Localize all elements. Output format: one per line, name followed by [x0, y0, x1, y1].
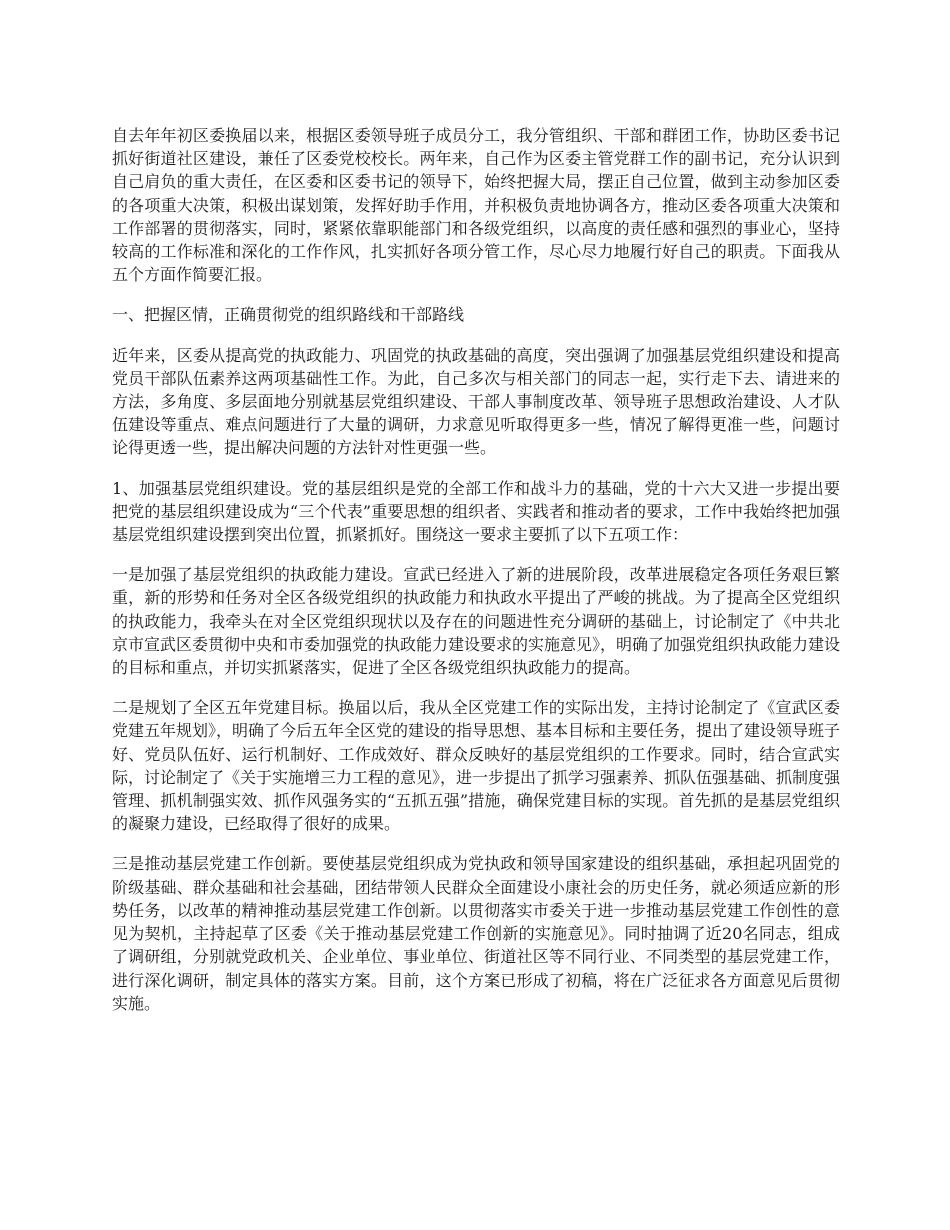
- section-heading: 一、把握区情，正确贯彻党的组织路线和干部路线: [112, 305, 465, 325]
- item-one-paragraph: 一是加强了基层党组织的执政能力建设。宣武已经进入了新的进展阶段，改革进展稳定各项任务艰巨繁重，新的形势和任务对全区各级党组织的执政能力和执政水平提出了严峻的挑战。为了提高全区党组织的执政能力，我牵头在对全区党组织现状以及存在的问题进性充分调研的基础上，讨论制定了《中共北京市宣武区委贯彻中央和市委加强党的执政能力建设要求的实施意见》，明确了加强党组织执政能力建设的目标和重点，并切实抓紧落实，促进了全区各级党组织执政能力的提高。: [112, 565, 841, 678]
- intro-paragraph: 自去年年初区委换届以来，根据区委领导班子成员分工，我分管组织、干部和群团工作，协助区委书记抓好街道社区建设，兼任了区委党校校长。两年来，自己作为区委主管党群工作的副书记，充分认识到自己肩负的重大责任，在区委和区委书记的领导下，始终把握大局，摆正自己位置，做到主动参加区委的各项重大决策，积极出谋划策，发挥好助手作用，并积极负责地协调各方，推动区委各项重大决策和工作部署的贯彻落实，同时，紧紧依靠职能部门和各级党组织，以高度的责任感和强烈的事业心，坚持较高的工作标准和深化的工作作风，扎实抓好各项分管工作，尽心尽力地履行好自己的职责。下面我从五个方面作简要汇报。: [112, 126, 840, 285]
- subsection-paragraph: 1、加强基层党组织建设。党的基层组织是党的全部工作和战斗力的基础，党的十六大又进一步提出要把党的基层组织建设成为“三个代表”重要思想的组织者、实践者和推动者的要求，工作中我始终把加强基层党组织建设摆到突出位置，抓紧抓好。围绕这一要求主要抓了以下五项工作：: [112, 478, 840, 545]
- section-intro-paragraph: 近年来，区委从提高党的执政能力、巩固党的执政基础的高度，突出强调了加强基层党组织建设和提高党员干部队伍素养这两项基础性工作。为此，自己多次与相关部门的同志一起，实行走下去、请进来的方法，多角度、多层面地分别就基层党组织建设、干部人事制度改革、领导班子思想政治建设、人才队伍建设等重点、难点问题进行了大量的调研，力求意见听取得更多一些，情况了解得更准一些，问题讨论得更透一些，提出解决问题的方法针对性更强一些。: [112, 345, 840, 458]
- document-body: [112, 124, 840, 1032]
- item-three-paragraph: 三是推动基层党建工作创新。要使基层党组织成为党执政和领导国家建设的组织基础，承担起巩固党的阶级基础、群众基础和社会基础，团结带领人民群众全面建设小康社会的历史任务，就必须适应新的形势任务，以改革的精神推动基层党建工作创新。以贯彻落实市委关于进一步推动基层党建工作创性的意见为契机，主持起草了区委《关于推动基层党建工作创新的实施意见》。同时抽调了近20名同志，组成了调研组，分别就党政机关、企业单位、事业单位、街道社区等不同行业、不同类型的基层党建工作，进行深化调研，制定具体的落实方案。目前，这个方案已形成了初稿，将在广泛征求各方面意见后贯彻实施。: [112, 854, 840, 1013]
- item-two-paragraph: 二是规划了全区五年党建目标。换届以后，我从全区党建工作的实际出发，主持讨论制定了《宣武区委党建五年规划》，明确了今后五年全区党的建设的指导思想、基本目标和主要任务，提出了建设领导班子好、党员队伍好、运行机制好、工作成效好、群众反映好的基层党组织的工作要求。同时，结合宣武实际，讨论制定了《关于实施增三力工程的意见》，进一步提出了抓学习强素养、抓队伍强基础、抓制度强管理、抓机制强实效、抓作风强务实的“五抓五强”措施，确保党建目标的实现。首先抓的是基层党组织的凝聚力建设，已经取得了很好的成果。: [112, 698, 841, 834]
